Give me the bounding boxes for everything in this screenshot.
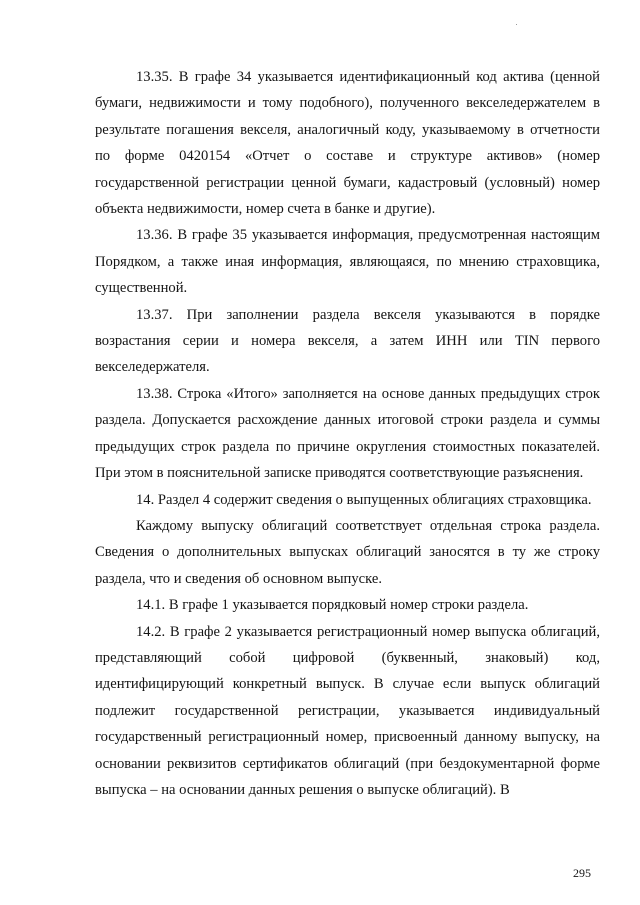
paragraph-13-37: 13.37. При заполнении раздела векселя указываются в порядке возрастания серии и номера векселя, а затем ИНН или TIN первого векселедержателя. bbox=[95, 306, 600, 376]
paragraph-14-1: 14.1. В графе 1 указывается порядковый номер строки раздела. bbox=[136, 597, 529, 614]
paragraph-13-36: 13.36. В графе 35 указывается информация, предусмотренная настоящим Порядком, а также иная информация, являющаяся, по мнению страховщика, существенной. bbox=[95, 227, 600, 297]
paragraph-14-intro: Каждому выпуску облигаций соответствует отдельная строка раздела. Сведения о дополнительных выпусках облигаций заносятся в ту же строку раздела, что и сведения об основном выпуске. bbox=[95, 517, 600, 587]
scan-speck bbox=[516, 24, 517, 25]
paragraph-13-38: 13.38. Строка «Итого» заполняется на основе данных предыдущих строк раздела. Допускается расхождение данных итоговой строки раздела и суммы предыдущих строк раздела по причине округления стоимостных показателей. При этом в пояснительной записке приводятся соответствующие разъяснения. bbox=[95, 385, 600, 482]
body-text bbox=[95, 64, 600, 803]
paragraph-14-2: 14.2. В графе 2 указывается регистрационный номер выпуска облигаций, представляющий собой цифровой (буквенный, знаковый) код, идентифицирующий конкретный выпуск. В случае если выпуск облигаций подлежит государственной регистрации, указывается индивидуальный государственный регистрационный номер, присвоенный данному выпуску, на основании реквизитов сертификатов облигаций (при бездокументарной форме выпуска – на основании данных решения о выпуске облигаций). В bbox=[95, 623, 600, 798]
page-number: 295 bbox=[573, 866, 591, 880]
paragraph-14: 14. Раздел 4 содержит сведения о выпущенных облигациях страховщика. bbox=[136, 491, 592, 508]
paragraph-13-35: 13.35. В графе 34 указывается идентификационный код актива (ценной бумаги, недвижимости и тому подобного), полученного векселедержателем в результате погашения векселя, аналогичный коду, указываемому в отчетности по форме 0420154 «Отчет о составе и структуре активов» (номер государственной регистрации ценной бумаги, кадастровый (условный) номер объекта недвижимости, номер счета в банке и другие). bbox=[95, 69, 600, 218]
